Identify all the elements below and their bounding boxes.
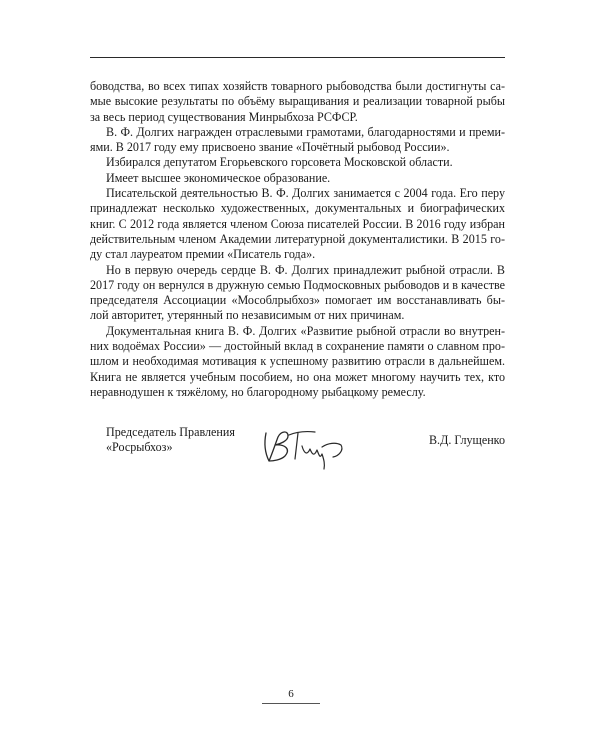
page-number: 6 xyxy=(262,688,320,704)
signoff-title xyxy=(106,425,235,456)
top-rule xyxy=(90,57,505,58)
signatory-name: В.Д. Глущенко xyxy=(428,433,505,447)
signoff-title-line-2: «Росрыбхоз» xyxy=(106,440,173,455)
paragraph-book: Документальная книга В. Ф. Долгих «Развитие рыбной отрасли во внутренних водоёмах России» — достойный вклад в сохранение памяти о славном прошлом и необходимая мотивация к успешному развитию отрасли в дальнейшем. Книга не является учебным пособием, но она может многому научить тех, кто неравнодушен к тяжёлому, но благородному рыбацкому ремеслу. xyxy=(90,323,505,399)
paragraph-deputy: Избирался депутатом Егорьевского горсовета Московской области. xyxy=(106,155,453,170)
signoff-block xyxy=(90,425,505,485)
handwritten-signature xyxy=(258,419,358,471)
body-text xyxy=(90,79,505,400)
paragraph-awards: В. Ф. Долгих награжден отраслевыми грамотами, благодарностями и премиями. В 2017 году ему присвоено звание «Почётный рыбовод России». xyxy=(90,124,505,155)
paragraph-writing: Писательской деятельностью В. Ф. Долгих занимается с 2004 года. Его перу принадлежат несколько художественных, документальных и биографических книг. С 2012 года является членом Союза писателей России. В 2016 году избран действительным членом Академии литературной документалистики. В 2015 году стал лауреатом премии «Писатель года». xyxy=(90,186,505,262)
paragraph-education: Имеет высшее экономическое образование. xyxy=(106,170,331,185)
paragraph-fishery: Но в первую очередь сердце В. Ф. Долгих принадлежит рыбной отрасли. В 2017 году он вернулся в дружную семью Подмосковных рыбоводов и в качестве председателя Ассоциации «Мособлрыбхоз» помогает им восстанавливать былой авторитет, утерянный по независимым от них причинам. xyxy=(90,262,505,323)
paragraph-continuation: боводства, во всех типах хозяйств товарного рыбоводства были достигнуты самые высокие результаты по объёму выращивания и реализации товарной рыбы за весь период существования Минрыбхоза РСФСР. xyxy=(90,79,505,124)
signoff-title-line-1: Председатель Правления xyxy=(106,425,235,439)
